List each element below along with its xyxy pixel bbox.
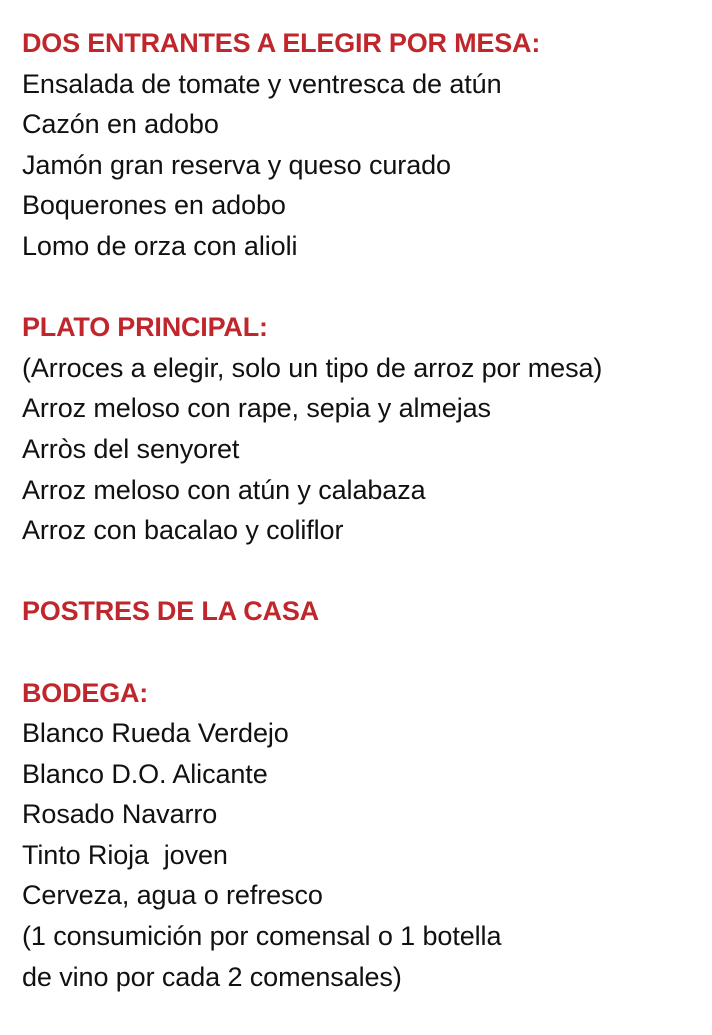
bodega-item: Blanco D.O. Alicante xyxy=(22,758,268,789)
bodega-note: de vino por cada 2 comensales) xyxy=(22,961,402,992)
principal-item: Arroz con bacalao y coliflor xyxy=(22,515,344,546)
entrantes-heading: DOS ENTRANTES A ELEGIR POR MESA: xyxy=(22,28,541,58)
principal-item: Arroz meloso con rape, sepia y almejas xyxy=(22,393,491,424)
entrantes-item: Ensalada de tomate y ventresca de atún xyxy=(22,68,502,99)
entrantes-item: Lomo de orza con alioli xyxy=(22,230,298,261)
principal-item: Arròs del senyoret xyxy=(22,433,240,464)
bodega-section xyxy=(22,673,702,998)
entrantes-item: Boquerones en adobo xyxy=(22,190,286,221)
bodega-heading: BODEGA: xyxy=(22,677,149,708)
principal-note: (Arroces a elegir, solo un tipo de arroz por mesa) xyxy=(22,352,603,383)
principal-section xyxy=(22,307,702,551)
bodega-item: Rosado Navarro xyxy=(22,799,218,830)
spacer xyxy=(22,551,702,592)
bodega-item: Cerveza, agua o refresco xyxy=(22,880,323,911)
bodega-item: Blanco Rueda Verdejo xyxy=(22,718,289,749)
bodega-item: Tinto Rioja joven xyxy=(22,839,228,870)
postres-heading: POSTRES DE LA CASA xyxy=(22,596,319,627)
principal-item: Arroz meloso con atún y calabaza xyxy=(22,474,426,505)
spacer xyxy=(22,632,702,673)
principal-heading: PLATO PRINCIPAL: xyxy=(22,312,268,343)
entrantes-item: Cazón en adobo xyxy=(22,109,219,140)
postres-section xyxy=(22,591,702,632)
entrantes-section xyxy=(22,23,702,267)
entrantes-item: Jamón gran reserva y queso curado xyxy=(22,149,451,180)
spacer xyxy=(22,267,702,308)
menu-document xyxy=(22,23,702,997)
bodega-note: (1 consumición por comensal o 1 botella xyxy=(22,921,502,952)
